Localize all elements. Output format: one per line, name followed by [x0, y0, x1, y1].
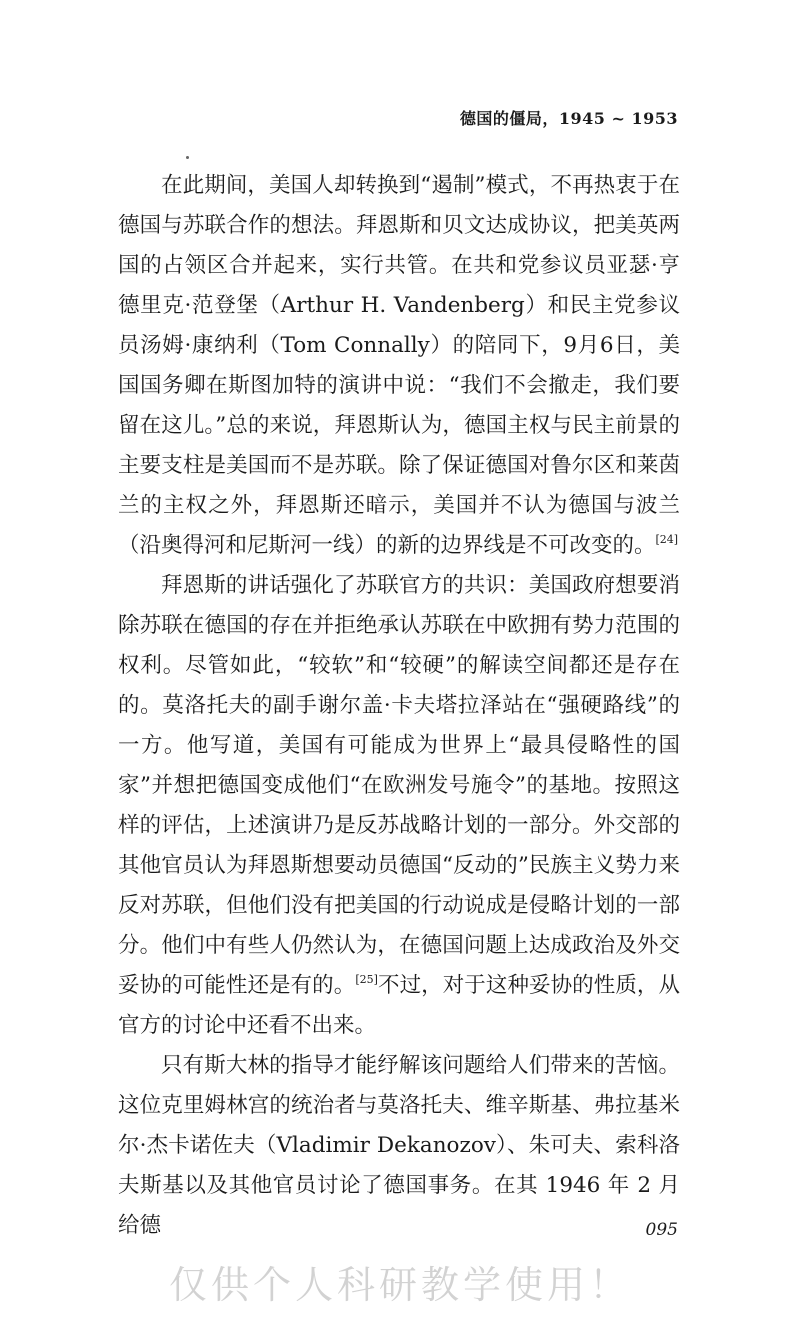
footnote-marker-24[interactable]: [24]: [655, 533, 679, 546]
scan-speck: [186, 156, 189, 159]
paragraph-3-text: 只有斯大林的指导才能纾解该问题给人们带来的苦恼。这位克里姆林宫的统治者与莫洛托夫、维辛斯基、弗拉基米尔·杰卡诺佐夫（Vladimir Dekanozov）、朱可夫、索科洛夫斯基以及其他官员讨论了德国事务。在其 1946 年 2 月给德: [118, 1053, 680, 1238]
paragraph-3: [118, 1046, 680, 1246]
footnote-marker-25[interactable]: [25]: [355, 973, 378, 986]
paragraph-1-text: 在此期间，美国人却转换到“遏制”模式，不再热衷于在德国与苏联合作的想法。拜恩斯和贝文达成协议，把美英两国的占领区合并起来，实行共管。在共和党参议员亚瑟·亨德里克·范登堡（Arthur H. Vandenberg）和民主党参议员汤姆·康纳利（Tom Connally）的陪同下，9月6日，美国国务卿在斯图加特的演讲中说：“我们不会撤走，我们要留在这儿。”总的来说，拜恩斯认为，德国主权与民主前景的主要支柱是美国而不是苏联。除了保证德国对鲁尔区和莱茵兰的主权之外，拜恩斯还暗示，美国并不认为德国与波兰（沿奥得河和尼斯河一线）的新的边界线是不可改变的。: [118, 173, 680, 558]
running-head-title: 德国的僵局，1945 ~ 1953: [459, 109, 678, 128]
paragraph-2-text-b: 不过，对于这种妥协的性质，从官方的讨论中还看不出来。: [118, 973, 680, 1038]
paragraph-2: [118, 566, 680, 1046]
body-text: [118, 166, 680, 1246]
paragraph-1: [118, 166, 680, 566]
paragraph-2-text-a: 拜恩斯的讲话强化了苏联官方的共识：美国政府想要消除苏联在德国的存在并拒绝承认苏联在中欧拥有势力范围的权利。尽管如此，“较软”和“较硬”的解读空间都还是存在的。莫洛托夫的副手谢尔盖·卡夫塔拉泽站在“强硬路线”的一方。他写道，美国有可能成为世界上“最具侵略性的国家”并想把德国变成他们“在欧洲发号施令”的基地。按照这样的评估，上述演讲乃是反苏战略计划的一部分。外交部的其他官员认为拜恩斯想要动员德国“反动的”民族主义势力来反对苏联，但他们没有把美国的行动说成是侵略计划的一部分。他们中有些人仍然认为，在德国问题上达成政治及外交妥协的可能性还是有的。: [118, 573, 680, 998]
page-number: 095: [645, 1220, 678, 1240]
watermark: 仅供个人科研教学使用！: [168, 1263, 631, 1307]
